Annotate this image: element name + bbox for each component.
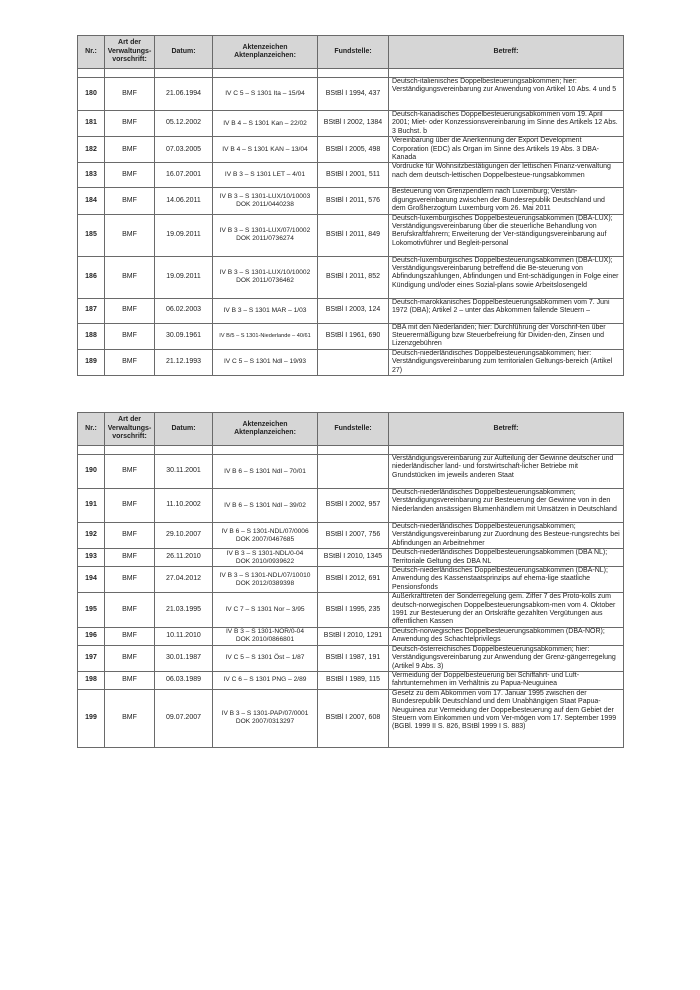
cell-betreff: Außerkrafttreten der Sonderregelung gem. Ziffer 7 des Proto-kolls zum deutsch-norwegischen Doppelbesteuerungsabkom-men vom 4. Oktober 1991 zur Besteuerung der an Ortskräfte gezahlten Vergütungen aus öffentlichen Kassen (389, 593, 624, 628)
cell-nr: 184 (78, 188, 105, 214)
cell-betreff: Deutsch-luxemburgisches Doppelbesteuerungsabkommen (DBA-LUX); Verständigungsvereinbarung betreffend die Be-steuerung von Abfindungszahlungen, Abfindungen und Ent-schädigungen in Folge einer Kündigung und/oder eines Sozial-plans sowie Arbeitslosengeld (389, 256, 624, 298)
cell-datum: 26.11.2010 (155, 549, 213, 567)
cell-betreff: Deutsch-niederländisches Doppelbesteuerungsabkommen; Verständigungsvereinbarung zur Zuordnung des Besteue-rungsrechts bei Abfindungen an Arbeitnehmer (389, 523, 624, 549)
cell-fund: BStBl I 2002, 957 (318, 489, 389, 523)
header-spacer-row (78, 69, 624, 78)
table-row (78, 349, 624, 375)
table-header-row (78, 36, 624, 69)
table-body-1 (78, 69, 624, 376)
header-fundstelle: Fundstelle: (318, 36, 389, 69)
header-aktenzeichen: Aktenzeichen Aktenplanzeichen: (213, 413, 318, 446)
cell-art: BMF (105, 689, 155, 747)
cell-nr: 182 (78, 137, 105, 163)
cell-fund: BStBl I 1989, 115 (318, 671, 389, 689)
cell-fund: BStBl I 2002, 1384 (318, 111, 389, 137)
cell-akten: IV C 6 – S 1301 PNG – 2/89 (213, 671, 318, 689)
cell-datum: 30.11.2001 (155, 455, 213, 489)
spacer-cell (318, 446, 389, 455)
header-betreff: Betreff: (389, 413, 624, 446)
cell-akten: IV C 7 – S 1301 Nor – 3/95 (213, 593, 318, 628)
cell-art: BMF (105, 627, 155, 645)
header-art: Art der Verwaltungs-vorschrift: (105, 36, 155, 69)
cell-fund: BStBl I 2010, 1291 (318, 627, 389, 645)
cell-fund: BStBl I 2011, 849 (318, 214, 389, 256)
table-row (78, 645, 624, 671)
cell-fund: BStBl I 2011, 852 (318, 256, 389, 298)
cell-art: BMF (105, 549, 155, 567)
spacer-cell (213, 69, 318, 78)
cell-betreff: Deutsch-norwegisches Doppelbesteuerungsabkommen (DBA-NOR); Anwendung des Schachtelprivilegs (389, 627, 624, 645)
cell-art: BMF (105, 111, 155, 137)
header-aktenzeichen: Aktenzeichen Aktenplanzeichen: (213, 36, 318, 69)
cell-akten: IV B 4 – S 1301 KAN – 13/04 (213, 137, 318, 163)
cell-akten: IV C 5 – S 1301 Ndl – 19/93 (213, 349, 318, 375)
table-row (78, 523, 624, 549)
cell-fund: BStBl I 1995, 235 (318, 593, 389, 628)
regulations-table-2 (77, 412, 624, 748)
spacer-cell (155, 446, 213, 455)
cell-art: BMF (105, 163, 155, 188)
cell-nr: 186 (78, 256, 105, 298)
cell-datum: 27.04.2012 (155, 567, 213, 593)
cell-betreff: Deutsch-italienisches Doppelbesteuerungsabkommen; hier: Verständigungsvereinbarung zur Anwendung von Artikel 10 Abs. 4 und 5 (389, 78, 624, 111)
cell-nr: 181 (78, 111, 105, 137)
table-row (78, 323, 624, 349)
cell-datum: 14.06.2011 (155, 188, 213, 214)
cell-fund: BStBl I 1994, 437 (318, 78, 389, 111)
cell-datum: 07.03.2005 (155, 137, 213, 163)
cell-nr: 196 (78, 627, 105, 645)
cell-art: BMF (105, 671, 155, 689)
spacer-cell (105, 446, 155, 455)
cell-akten: IV B 3 – S 1301-LUX/10/10003 DOK 2011/0440238 (213, 188, 318, 214)
cell-datum: 10.11.2010 (155, 627, 213, 645)
cell-art: BMF (105, 137, 155, 163)
table-row (78, 137, 624, 163)
cell-nr: 189 (78, 349, 105, 375)
cell-art: BMF (105, 455, 155, 489)
cell-art: BMF (105, 349, 155, 375)
cell-akten: IV B 3 – S 1301-PAP/07/0001 DOK 2007/0313297 (213, 689, 318, 747)
cell-nr: 195 (78, 593, 105, 628)
cell-art: BMF (105, 523, 155, 549)
cell-nr: 191 (78, 489, 105, 523)
cell-akten: IV B 3 – S 1301-LUX/10/10002 DOK 2011/0736462 (213, 256, 318, 298)
cell-akten: IV B 3 – S 1301-LUX/07/10002 DOK 2011/0736274 (213, 214, 318, 256)
header-betreff: Betreff: (389, 36, 624, 69)
spacer-cell (318, 69, 389, 78)
table-row (78, 689, 624, 747)
cell-akten: IV B 3 – S 1301-NOR/0-04 DOK 2010/0866801 (213, 627, 318, 645)
header-nr: Nr.: (78, 413, 105, 446)
cell-fund: BStBl I 2011, 576 (318, 188, 389, 214)
spacer-cell (78, 69, 105, 78)
spacer-cell (389, 446, 624, 455)
cell-akten: IV B/5 – S 1301-Niederlande – 40/61 (213, 323, 318, 349)
cell-art: BMF (105, 489, 155, 523)
cell-betreff: Besteuerung von Grenzpendlern nach Luxemburg; Verstän-digungsvereinbarung zwischen der Bundesrepublik Deutschland und dem Großherzogtum Luxemburg vom 26. Mai 2011 (389, 188, 624, 214)
cell-fund: BStBl I 2007, 608 (318, 689, 389, 747)
header-datum: Datum: (155, 413, 213, 446)
cell-fund: BStBl I 1987, 191 (318, 645, 389, 671)
cell-nr: 192 (78, 523, 105, 549)
cell-betreff: Verständigungsvereinbarung zur Aufteilung der Gewinne deutscher und niederländischer land- und forstwirtschaft-licher Betriebe mit Grundstücken im jeweils anderen Staat (389, 455, 624, 489)
spacer-cell (78, 446, 105, 455)
cell-akten: IV B 3 – S 1301 LET – 4/01 (213, 163, 318, 188)
header-fundstelle: Fundstelle: (318, 413, 389, 446)
cell-nr: 180 (78, 78, 105, 111)
cell-fund: BStBl I 2003, 124 (318, 298, 389, 323)
cell-nr: 190 (78, 455, 105, 489)
cell-art: BMF (105, 256, 155, 298)
table-row (78, 489, 624, 523)
table-row (78, 256, 624, 298)
table-row (78, 593, 624, 628)
table-row (78, 567, 624, 593)
cell-art: BMF (105, 567, 155, 593)
cell-betreff: Deutsch-niederländisches Doppelbesteuerungsabkommen; hier: Verständigungsvereinbarung zum territorialen Geltungs-bereich (Artikel 27) (389, 349, 624, 375)
cell-akten: IV B 4 – S 1301 Kan – 22/02 (213, 111, 318, 137)
table-row (78, 298, 624, 323)
cell-datum: 21.06.1994 (155, 78, 213, 111)
cell-akten: IV B 6 – S 1301 Ndl – 70/01 (213, 455, 318, 489)
cell-fund: BStBl I 2005, 498 (318, 137, 389, 163)
cell-akten: IV B 3 – S 1301-NDL/0-04 DOK 2010/0939622 (213, 549, 318, 567)
cell-akten: IV B 3 – S 1301 MAR – 1/03 (213, 298, 318, 323)
cell-nr: 198 (78, 671, 105, 689)
table-row (78, 671, 624, 689)
cell-betreff: Vermeidung der Doppelbesteuerung bei Schiffahrt- und Luft-fahrtunternehmen im Verhältnis zu Papua-Neuguinea (389, 671, 624, 689)
spacer-cell (105, 69, 155, 78)
table-row (78, 163, 624, 188)
cell-nr: 199 (78, 689, 105, 747)
table-body-2 (78, 446, 624, 748)
table-row (78, 455, 624, 489)
cell-akten: IV B 6 – S 1301-NDL/07/0006 DOK 2007/0467685 (213, 523, 318, 549)
table-row (78, 111, 624, 137)
table-row (78, 188, 624, 214)
cell-fund (318, 349, 389, 375)
cell-nr: 193 (78, 549, 105, 567)
spacer-cell (213, 446, 318, 455)
cell-fund: BStBl I 2007, 756 (318, 523, 389, 549)
cell-datum: 29.10.2007 (155, 523, 213, 549)
cell-betreff: Deutsch-kanadisches Doppelbesteuerungsabkommen vom 19. April 2001; Miet- oder Konzessionsvereinbarung im Sinne des Artikels 12 Abs. 3 Buchst. b (389, 111, 624, 137)
cell-datum: 05.12.2002 (155, 111, 213, 137)
cell-fund: BStBl I 2010, 1345 (318, 549, 389, 567)
cell-datum: 09.07.2007 (155, 689, 213, 747)
table-row (78, 627, 624, 645)
cell-datum: 21.03.1995 (155, 593, 213, 628)
cell-nr: 185 (78, 214, 105, 256)
cell-datum: 11.10.2002 (155, 489, 213, 523)
cell-betreff: Deutsch-niederländisches Doppelbesteuerungsabkommen (DBA-NL); Anwendung des Kassenstaatsprinzips auf ehema-lige staatliche Pensionsfonds (389, 567, 624, 593)
table-row (78, 214, 624, 256)
cell-art: BMF (105, 323, 155, 349)
regulations-table-1 (77, 35, 624, 376)
cell-datum: 21.12.1993 (155, 349, 213, 375)
cell-betreff: Deutsch-luxemburgisches Doppelbesteuerungsabkommen (DBA-LUX); Verständigungsvereinbarung über die steuerliche Behandlung von Berufskraftfahrern; Erweiterung der Ver-ständigungsvereinbarung auf Lokomotivführer und Begleit-personal (389, 214, 624, 256)
cell-datum: 19.09.2011 (155, 256, 213, 298)
cell-fund: BStBl I 2001, 511 (318, 163, 389, 188)
cell-fund: BStBl I 2012, 691 (318, 567, 389, 593)
header-art: Art der Verwaltungs-vorschrift: (105, 413, 155, 446)
cell-datum: 06.02.2003 (155, 298, 213, 323)
cell-betreff: DBA mit den Niederlanden; hier: Durchführung der Vorschrif-ten über Steuerermäßigung bzw Steuerbefreiung für Dividen-den, Zinsen und Lizenzgebühren (389, 323, 624, 349)
cell-art: BMF (105, 645, 155, 671)
cell-nr: 194 (78, 567, 105, 593)
cell-nr: 187 (78, 298, 105, 323)
table-header-row (78, 413, 624, 446)
cell-betreff: Gesetz zu dem Abkommen vom 17. Januar 1995 zwischen der Bundesrepublik Deutschland und dem Unabhängigen Staat Papua-Neuguinea zur Vermeidung der Doppelbesteuerung auf dem Gebiet der Steuern vom Einkommen und vom Ver-mögen vom 17. September 1999 (BGBl. 1999 II S. 826, BStBl 1999 I S. 883) (389, 689, 624, 747)
header-datum: Datum: (155, 36, 213, 69)
cell-art: BMF (105, 78, 155, 111)
cell-betreff: Deutsch-niederländisches Doppelbesteuerungsabkommen (DBA NL); Territoriale Geltung des DBA NL (389, 549, 624, 567)
cell-betreff: Vordrucke für Wohnsitzbestätigungen der lettischen Finanz-verwaltung nach dem deutsch-lettischen Doppelbesteue-rungsabkommen (389, 163, 624, 188)
cell-datum: 16.07.2001 (155, 163, 213, 188)
cell-betreff: Vereinbarung über die Anerkennung der Export Development Corporation (EDC) als Organ im Sinne des Artikels 19 Abs. 3 DBA-Kanada (389, 137, 624, 163)
cell-art: BMF (105, 214, 155, 256)
cell-nr: 183 (78, 163, 105, 188)
cell-datum: 30.09.1961 (155, 323, 213, 349)
cell-datum: 06.03.1989 (155, 671, 213, 689)
cell-nr: 197 (78, 645, 105, 671)
header-spacer-row (78, 446, 624, 455)
cell-akten: IV C 5 – S 1301 Öst – 1/87 (213, 645, 318, 671)
cell-betreff: Deutsch-marokkanisches Doppelbesteuerungsabkommen vom 7. Juni 1972 (DBA); Artikel 2 – unter das Abkommen fallende Steuern – (389, 298, 624, 323)
cell-betreff: Deutsch-niederländisches Doppelbesteuerungsabkommen; Verständigungsvereinbarung zur Besteuerung der Gewinne von in den Niederlanden ansässigen Blumenhändlern mit Umsätzen in Deutschland (389, 489, 624, 523)
table-row (78, 78, 624, 111)
cell-fund (318, 455, 389, 489)
spacer-cell (155, 69, 213, 78)
cell-akten: IV B 3 – S 1301-NDL/07/10010 DOK 2012/0389398 (213, 567, 318, 593)
table-row (78, 549, 624, 567)
cell-akten: IV C 5 – S 1301 Ita – 15/94 (213, 78, 318, 111)
cell-akten: IV B 6 – S 1301 Ndl – 39/02 (213, 489, 318, 523)
cell-art: BMF (105, 298, 155, 323)
cell-nr: 188 (78, 323, 105, 349)
cell-datum: 19.09.2011 (155, 214, 213, 256)
cell-art: BMF (105, 593, 155, 628)
header-nr: Nr.: (78, 36, 105, 69)
cell-datum: 30.01.1987 (155, 645, 213, 671)
cell-fund: BStBl I 1961, 690 (318, 323, 389, 349)
cell-betreff: Deutsch-österreichisches Doppelbesteuerungsabkommen; hier: Verständigungsvereinbarung zur Anwendung der Grenz-gängerregelung (Artikel 9 Abs. 3) (389, 645, 624, 671)
cell-art: BMF (105, 188, 155, 214)
spacer-cell (389, 69, 624, 78)
